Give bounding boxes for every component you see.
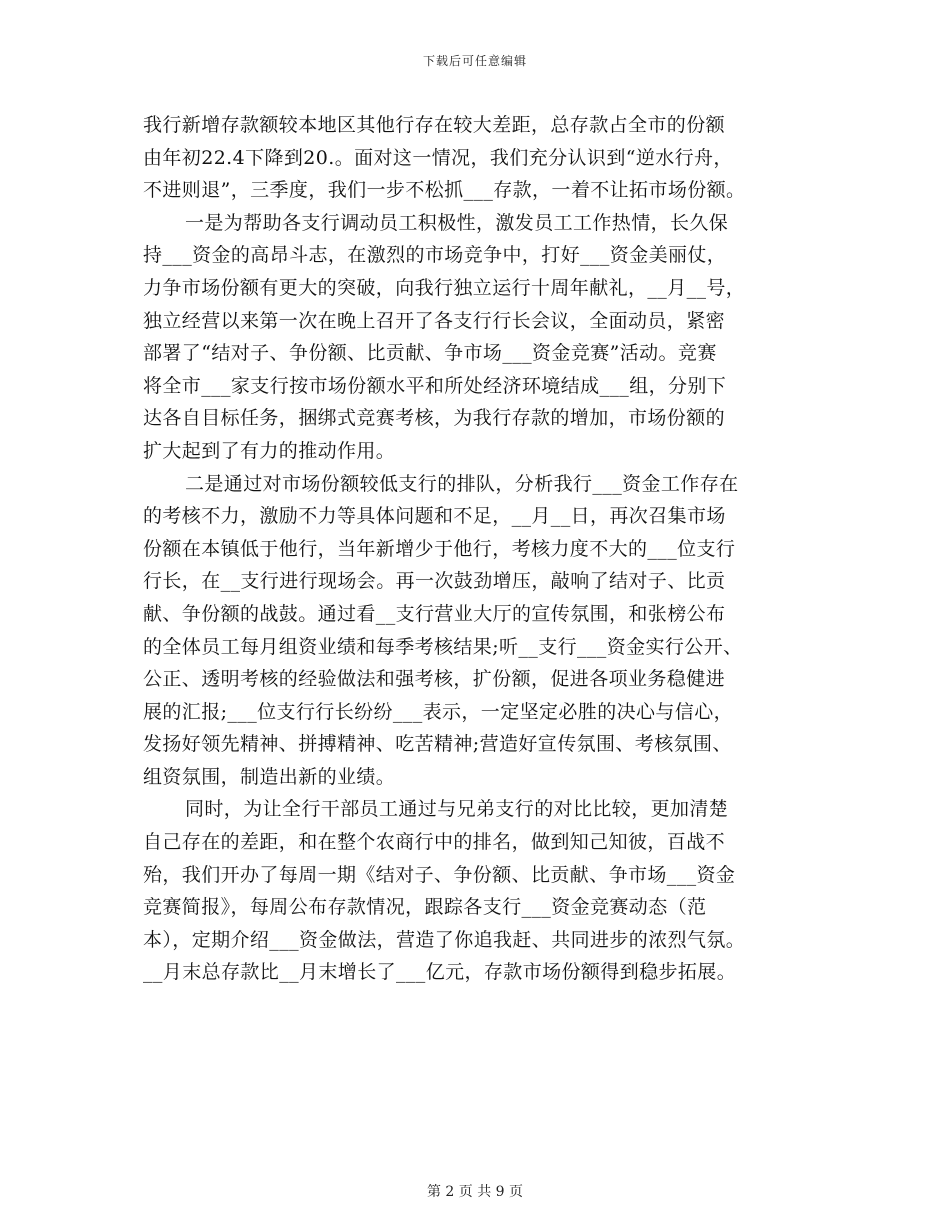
paragraph-2: [143, 207, 818, 468]
text-line: 由年初22.4下降到20.。面对这一情况，我们充分认识到“逆水行舟，: [143, 146, 733, 169]
text-line: 不进则退”，三季度，我们一步不松抓___存款，一着不让拓市场份额。: [143, 179, 746, 202]
text-line: __月末总存款比__月末增长了___亿元，存款市场份额得到稳步拓展。: [143, 961, 737, 984]
paragraph-1: [143, 109, 818, 207]
document-body: [143, 109, 818, 989]
text-line: 展的汇报;___位支行行长纷纷___表示，一定坚定必胜的决心与信心，: [143, 700, 734, 723]
text-line: 力争市场份额有更大的突破，向我行独立运行十周年献礼，__月__号，: [143, 276, 746, 299]
text-line: 行长，在__支行进行现场会。再一次鼓劲增压，敲响了结对子、比贡: [143, 570, 726, 593]
text-line: 一是为帮助各支行调动员工积极性，激发员工工作热情，长久保: [185, 211, 729, 234]
text-line: 份额在本镇低于他行，当年新增少于他行，考核力度不大的___位支行: [143, 537, 736, 560]
text-line: 扩大起到了有力的推动作用。: [143, 439, 396, 462]
text-line: 自己存在的差距，和在整个农商行中的排名，做到知己知彼，百战不: [143, 831, 726, 854]
text-line: 公正、透明考核的经验做法和强考核，扩份额，促进各项业务稳健进: [143, 668, 726, 691]
text-line: 献、争份额的战鼓。通过看__支行营业大厅的宣传氛围，和张榜公布: [143, 602, 726, 625]
text-line: 组资氛围，制造出新的业绩。: [143, 765, 396, 788]
text-line: 部署了“结对子、争份额、比贡献、争市场___资金竞赛”活动。竞赛: [143, 342, 717, 365]
text-line: 同时，为让全行干部员工通过与兄弟支行的对比比较，更加清楚: [185, 798, 729, 821]
text-line: 本），定期介绍___资金做法，营造了你追我赶、共同进步的浓烈气氛。: [143, 928, 746, 951]
text-line: 将全市___家支行按市场份额水平和所处经济环境结成___组，分别下: [143, 374, 727, 397]
paragraph-4: [143, 793, 818, 989]
text-line: 殆，我们开办了每周一期《结对子、争份额、比贡献、争市场___资金: [143, 863, 736, 886]
paragraph-3: [143, 468, 818, 794]
text-line: 的考核不力，激励不力等具体问题和不足，__月__日，再次召集市场: [143, 505, 726, 528]
text-line: 持___资金的高昂斗志，在激烈的市场竞争中，打好___资金美丽仗，: [143, 244, 727, 267]
text-line: 的全体员工每月组资业绩和每季考核结果;听__支行___资金实行公开、: [143, 635, 743, 658]
page-number: 第 2 页 共 9 页: [426, 1184, 524, 1200]
text-line: 独立经营以来第一次在晚上召开了各支行行长会议，全面动员，紧密: [143, 309, 726, 332]
text-line: 达各自目标任务，捆绑式竞赛考核，为我行存款的增加，市场份额的: [143, 407, 726, 430]
page-header: 下载后可任意编辑: [422, 54, 527, 68]
text-line: 竞赛简报》，每周公布存款情况，跟踪各支行___资金竞赛动态（范: [143, 896, 707, 919]
text-line: 我行新增存款额较本地区其他行存在较大差距，总存款占全市的份额: [143, 114, 726, 136]
text-line: 二是通过对市场份额较低支行的排队，分析我行___资金工作存在: [185, 472, 739, 495]
text-line: 发扬好领先精神、拼搏精神、吃苦精神;营造好宣传氛围、考核氛围、: [143, 733, 732, 756]
